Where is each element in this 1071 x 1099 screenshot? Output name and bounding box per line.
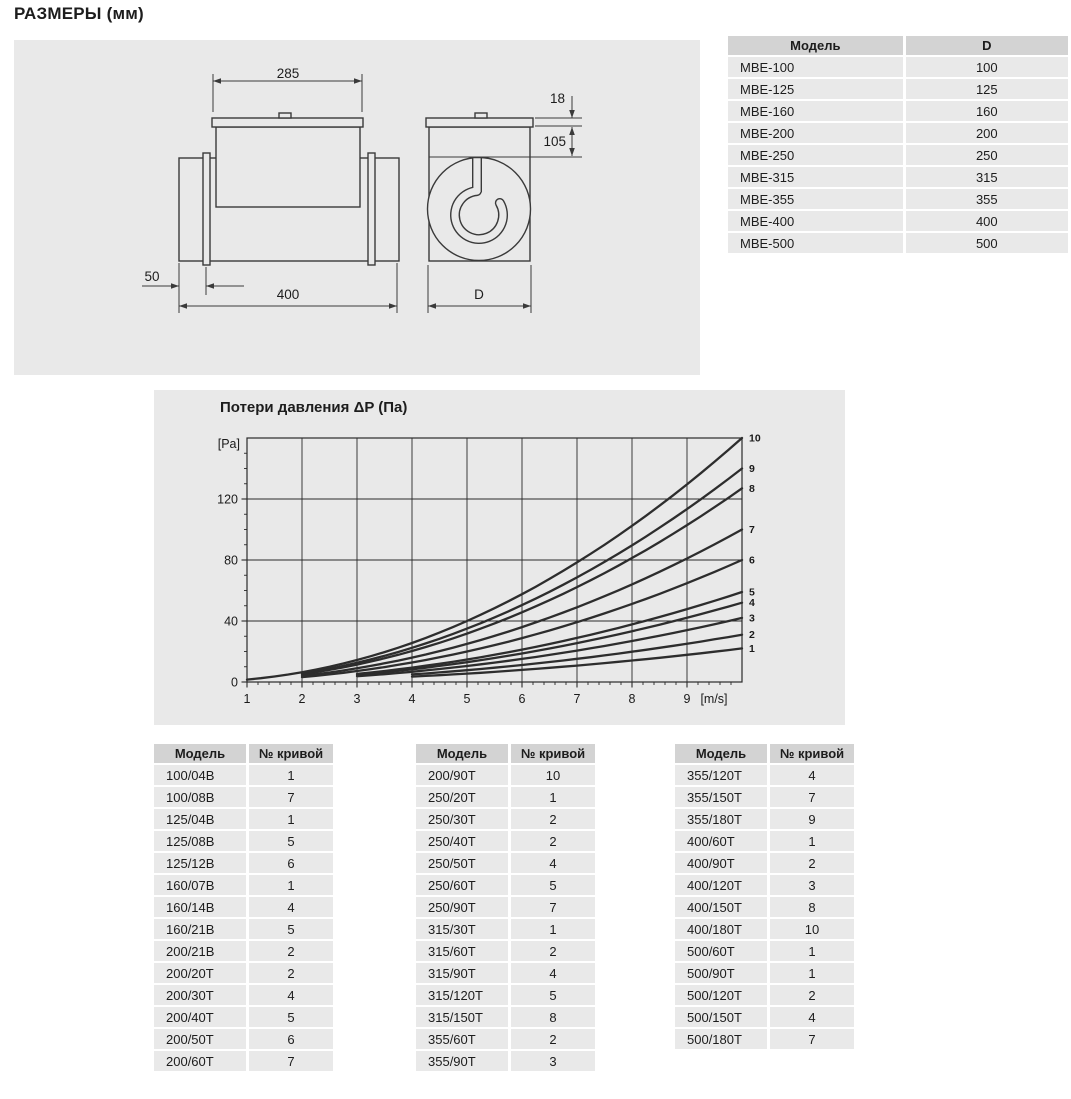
x-tick-label: 3 <box>353 692 361 706</box>
value-cell: 7 <box>770 787 854 807</box>
column-header: № кривой <box>770 744 854 763</box>
model-cell: 200/20T <box>154 963 246 983</box>
page-title: РАЗМЕРЫ (мм) <box>14 4 144 23</box>
model-cell: 400/120T <box>675 875 767 895</box>
value-cell: 10 <box>511 765 595 785</box>
value-cell: 1 <box>249 875 333 895</box>
value-cell: 6 <box>249 1029 333 1049</box>
model-cell: 250/90T <box>416 897 508 917</box>
value-cell: 500 <box>906 233 1068 253</box>
model-cell: 160/14B <box>154 897 246 917</box>
model-cell: 400/180T <box>675 919 767 939</box>
table-row <box>728 79 1068 99</box>
model-cell: 315/150T <box>416 1007 508 1027</box>
table-header-row <box>154 744 333 763</box>
dimensions-drawing <box>14 40 700 375</box>
model-cell: 125/12B <box>154 853 246 873</box>
x-tick-label: 2 <box>298 692 306 706</box>
value-cell: 5 <box>511 875 595 895</box>
table-row <box>675 941 854 961</box>
terminal-box <box>216 127 360 207</box>
table-row <box>154 875 333 895</box>
table-row <box>416 831 595 851</box>
value-cell: 250 <box>906 145 1068 165</box>
value-cell: 2 <box>770 853 854 873</box>
model-cell: 500/120T <box>675 985 767 1005</box>
x-tick-label: 1 <box>243 692 251 706</box>
value-cell: 100 <box>906 57 1068 77</box>
value-cell: 7 <box>511 897 595 917</box>
value-cell: 5 <box>249 919 333 939</box>
value-cell: 400 <box>906 211 1068 231</box>
column-header: D <box>906 36 1068 55</box>
column-header: Модель <box>728 36 903 55</box>
model-cell: MBE-160 <box>728 101 903 121</box>
curve-label-3: 3 <box>749 612 755 625</box>
x-tick-label: 4 <box>408 692 416 706</box>
model-cell: 315/30T <box>416 919 508 939</box>
model-cell: MBE-250 <box>728 145 903 165</box>
curve-4 <box>357 603 742 675</box>
curve-label-9: 9 <box>749 463 755 475</box>
terminal-box-lid <box>212 118 363 127</box>
model-cell: 500/180T <box>675 1029 767 1049</box>
table-row <box>728 189 1068 209</box>
chart-title: Потери давления ΔP (Па) <box>220 399 408 416</box>
table-row <box>154 1007 333 1027</box>
model-cell: 315/120T <box>416 985 508 1005</box>
model-cell: 200/50T <box>154 1029 246 1049</box>
table-row <box>154 1029 333 1049</box>
value-cell: 4 <box>511 963 595 983</box>
model-cell: 200/60T <box>154 1051 246 1071</box>
column-header: № кривой <box>511 744 595 763</box>
value-cell: 1 <box>770 831 854 851</box>
value-cell: 1 <box>511 787 595 807</box>
curve-label-6: 6 <box>749 554 755 567</box>
table-row <box>675 963 854 983</box>
table-row <box>154 963 333 983</box>
model-cell: 125/08B <box>154 831 246 851</box>
value-cell: 10 <box>770 919 854 939</box>
model-cell: 250/60T <box>416 875 508 895</box>
table-row <box>154 1051 333 1071</box>
value-cell: 8 <box>770 897 854 917</box>
table-row <box>416 853 595 873</box>
model-cell: 250/50T <box>416 853 508 873</box>
table-row <box>416 787 595 807</box>
table-header-row <box>416 744 595 763</box>
table-row <box>154 831 333 851</box>
model-cell: 500/60T <box>675 941 767 961</box>
value-cell: 4 <box>770 1007 854 1027</box>
table-row <box>675 831 854 851</box>
value-cell: 2 <box>249 941 333 961</box>
lid-nub <box>279 113 291 118</box>
dimension-400-label: 400 <box>276 287 300 302</box>
x-tick-label: 6 <box>518 692 526 706</box>
model-cell: MBE-400 <box>728 211 903 231</box>
value-cell: 8 <box>511 1007 595 1027</box>
model-cell: 355/180T <box>675 809 767 829</box>
table-row <box>728 145 1068 165</box>
value-cell: 7 <box>249 787 333 807</box>
model-cell: 125/04B <box>154 809 246 829</box>
value-cell: 355 <box>906 189 1068 209</box>
value-cell: 3 <box>770 875 854 895</box>
model-cell: 500/150T <box>675 1007 767 1027</box>
table-row <box>416 765 595 785</box>
table-row <box>675 1029 854 1049</box>
model-cell: MBE-125 <box>728 79 903 99</box>
model-cell: 100/08B <box>154 787 246 807</box>
curve-table-2 <box>413 742 598 1073</box>
table-row <box>728 101 1068 121</box>
curve-10 <box>247 438 742 680</box>
value-cell: 2 <box>511 941 595 961</box>
table-row <box>416 1051 595 1071</box>
x-axis-unit-label: [m/s] <box>700 692 728 706</box>
model-cell: MBE-355 <box>728 189 903 209</box>
curve-label-8: 8 <box>749 482 755 495</box>
curve-label-2: 2 <box>749 629 755 642</box>
value-cell: 5 <box>511 985 595 1005</box>
table-row <box>416 1029 595 1049</box>
table-row <box>728 211 1068 231</box>
table-row <box>675 919 854 939</box>
table-header-row <box>728 36 1068 55</box>
table-row <box>728 57 1068 77</box>
curve-label-1: 1 <box>749 642 755 655</box>
model-cell: 355/150T <box>675 787 767 807</box>
table-row <box>675 897 854 917</box>
table-row <box>675 853 854 873</box>
table-row <box>675 787 854 807</box>
column-header: Модель <box>154 744 246 763</box>
table-row <box>416 875 595 895</box>
curve-table-1 <box>151 742 336 1073</box>
value-cell: 2 <box>770 985 854 1005</box>
column-header: Модель <box>416 744 508 763</box>
table-row <box>154 853 333 873</box>
value-cell: 7 <box>249 1051 333 1071</box>
table-row <box>154 985 333 1005</box>
value-cell: 2 <box>511 1029 595 1049</box>
model-cell: 500/90T <box>675 963 767 983</box>
model-cell: 100/04B <box>154 765 246 785</box>
y-tick-label: 80 <box>224 553 238 568</box>
value-cell: 160 <box>906 101 1068 121</box>
x-tick-label: 7 <box>573 692 581 706</box>
model-cell: 160/07B <box>154 875 246 895</box>
model-cell: 400/150T <box>675 897 767 917</box>
value-cell: 1 <box>770 963 854 983</box>
curve-label-10: 10 <box>749 432 761 445</box>
y-tick-label: 120 <box>217 492 238 507</box>
table-row <box>416 963 595 983</box>
table-row <box>154 765 333 785</box>
value-cell: 5 <box>249 1007 333 1027</box>
table-row <box>675 765 854 785</box>
value-cell: 1 <box>511 919 595 939</box>
table-row <box>154 809 333 829</box>
pressure-loss-chart-panel <box>154 390 845 725</box>
value-cell: 125 <box>906 79 1068 99</box>
model-cell: MBE-500 <box>728 233 903 253</box>
dimension-D-label: D <box>474 287 484 302</box>
dimension-105-label: 105 <box>543 134 566 149</box>
value-cell: 4 <box>249 985 333 1005</box>
x-tick-label: 9 <box>683 692 691 706</box>
model-cell: 250/30T <box>416 809 508 829</box>
value-cell: 1 <box>249 809 333 829</box>
side-view-drawing <box>179 113 399 265</box>
value-cell: 200 <box>906 123 1068 143</box>
value-cell: 9 <box>770 809 854 829</box>
table-row <box>675 809 854 829</box>
value-cell: 4 <box>770 765 854 785</box>
table-row <box>416 941 595 961</box>
table-header-row <box>675 744 854 763</box>
curve-label-4: 4 <box>749 597 755 610</box>
dimension-18-label: 18 <box>549 91 565 106</box>
column-header: № кривой <box>249 744 333 763</box>
model-cell: MBE-100 <box>728 57 903 77</box>
model-cell: 400/90T <box>675 853 767 873</box>
y-tick-label: 40 <box>224 614 238 629</box>
model-cell: 355/60T <box>416 1029 508 1049</box>
table-row <box>675 1007 854 1027</box>
dimension-50-label: 50 <box>144 269 160 284</box>
table-row <box>728 123 1068 143</box>
y-tick-label: 0 <box>231 675 238 690</box>
model-cell: 250/40T <box>416 831 508 851</box>
value-cell: 2 <box>511 809 595 829</box>
model-cell: 200/40T <box>154 1007 246 1027</box>
front-lid-nub <box>475 113 487 118</box>
model-cell: 200/30T <box>154 985 246 1005</box>
table-row <box>728 233 1068 253</box>
table-row <box>154 941 333 961</box>
value-cell: 1 <box>770 941 854 961</box>
model-cell: 160/21B <box>154 919 246 939</box>
table-row <box>416 985 595 1005</box>
value-cell: 1 <box>249 765 333 785</box>
value-cell: 315 <box>906 167 1068 187</box>
y-axis-unit-label: [Pa] <box>217 437 240 451</box>
value-cell: 5 <box>249 831 333 851</box>
table-row <box>675 985 854 1005</box>
curve-label-7: 7 <box>749 524 755 536</box>
value-cell: 4 <box>511 853 595 873</box>
pressure-loss-chart <box>154 390 845 725</box>
left-flange <box>203 153 210 265</box>
table-row <box>154 897 333 917</box>
curve-table-3 <box>672 742 857 1051</box>
table-row <box>416 1007 595 1027</box>
model-diameter-table <box>725 34 1071 255</box>
model-cell: 200/90T <box>416 765 508 785</box>
table-row <box>416 919 595 939</box>
model-cell: 315/60T <box>416 941 508 961</box>
value-cell: 4 <box>249 897 333 917</box>
value-cell: 2 <box>511 831 595 851</box>
value-cell: 6 <box>249 853 333 873</box>
table-row <box>416 897 595 917</box>
model-cell: 315/90T <box>416 963 508 983</box>
table-row <box>416 809 595 829</box>
model-cell: 355/90T <box>416 1051 508 1071</box>
table-row <box>154 787 333 807</box>
value-cell: 2 <box>249 963 333 983</box>
front-lid <box>426 118 533 127</box>
curve-label-5: 5 <box>749 586 755 599</box>
table-row <box>154 919 333 939</box>
model-cell: MBE-315 <box>728 167 903 187</box>
table-row <box>728 167 1068 187</box>
value-cell: 7 <box>770 1029 854 1049</box>
dimensions-drawing-panel <box>14 40 700 375</box>
model-cell: 200/21B <box>154 941 246 961</box>
model-cell: 250/20T <box>416 787 508 807</box>
column-header: Модель <box>675 744 767 763</box>
x-tick-label: 5 <box>463 692 471 706</box>
value-cell: 3 <box>511 1051 595 1071</box>
x-tick-label: 8 <box>628 692 636 706</box>
dimension-285-label: 285 <box>276 66 300 81</box>
table-row <box>675 875 854 895</box>
model-cell: 400/60T <box>675 831 767 851</box>
model-cell: MBE-200 <box>728 123 903 143</box>
model-cell: 355/120T <box>675 765 767 785</box>
right-flange <box>368 153 375 265</box>
